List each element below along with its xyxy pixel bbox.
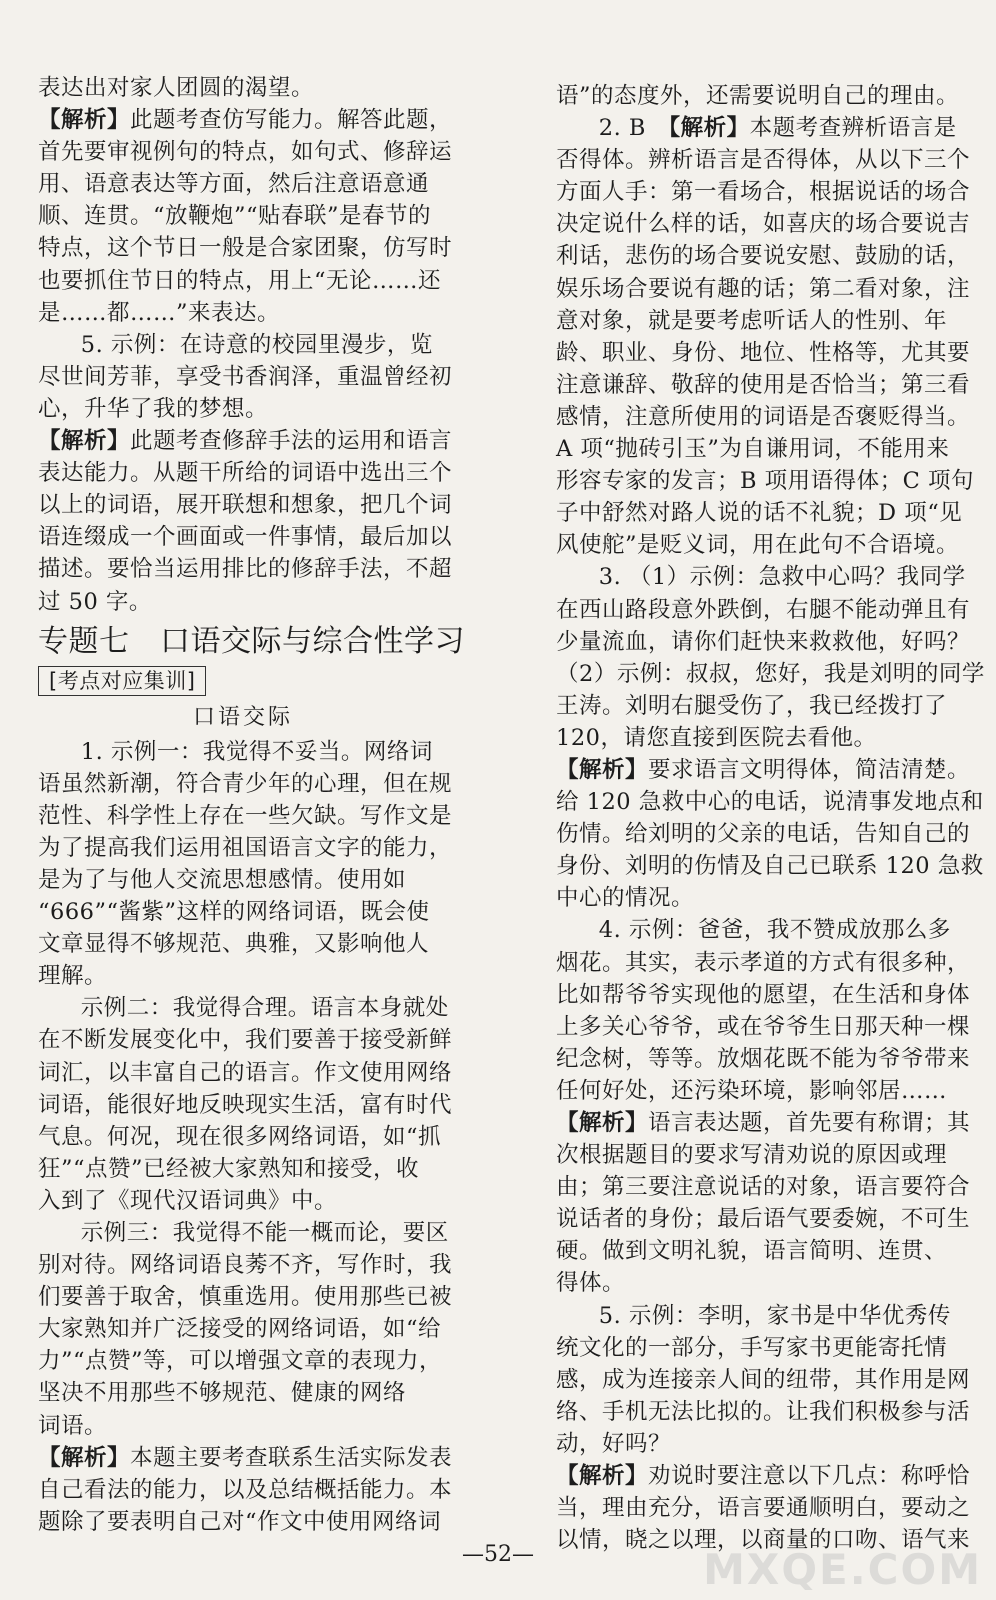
watermark: MXQE.COM (703, 1545, 982, 1594)
line-text: 语言表达题，首先要有称谓；其 (648, 1110, 971, 1136)
text-line (556, 529, 972, 561)
text-line (556, 882, 972, 914)
text-line (38, 1506, 448, 1538)
line-text: 描述。要恰当运用排比的修辞手法，不超 (38, 556, 453, 583)
line-text: 为了提高我们运用祖国语言文字的能力， (38, 834, 453, 861)
text-line (38, 521, 453, 553)
text-line (556, 497, 972, 529)
text-line (38, 72, 448, 104)
center-title: 口语交际 (192, 704, 293, 730)
line-text: 身份、刘明的伤情及自己已联系 120 急救 (556, 853, 984, 880)
text-line (556, 240, 972, 272)
text-line (556, 208, 972, 240)
text-line (556, 1139, 972, 1171)
line-text: 给 120 急救中心的电话，说清事发地点和 (556, 789, 984, 816)
right-column (556, 80, 985, 1556)
page-number: —52— (462, 1542, 534, 1567)
text-line (556, 594, 972, 626)
line-text: 络、手机无法比拟的。让我们积极参与活 (556, 1398, 971, 1425)
line-text: 风使舵”是贬义词，用在此句不合语境。 (556, 532, 960, 559)
line-text: 是为了与他人交流思想感情。使用如 (38, 866, 407, 893)
line-text: 硬。做到文明礼貌，语言简明、连贯、 (556, 1238, 948, 1265)
text-line (556, 626, 972, 658)
line-text: 王涛。刘明右腿受伤了，我已经拨打了 (556, 692, 948, 719)
text-line (38, 200, 448, 232)
line-text: 理解。 (38, 963, 108, 990)
text-line (38, 329, 448, 361)
text-line (556, 401, 972, 433)
line-text: 否得体。辨析语言是否得体，从以下三个 (556, 147, 971, 174)
line-text: 说话者的身份；最后语气要委婉，不可生 (556, 1206, 971, 1233)
text-line (556, 433, 972, 465)
text-line (38, 768, 453, 800)
text-line (556, 786, 984, 818)
line-text: 少量流血，请你们赶快来救救他，好吗？ (556, 628, 971, 655)
line-text: 要求语言文明得体，简洁清楚。 (648, 756, 971, 783)
text-line (556, 1075, 972, 1107)
line-text: 中心的情况。 (556, 885, 695, 912)
line-text: 词语，能很好地反映现实生活，富有时代 (38, 1091, 453, 1118)
line-text: 示例二：我觉得合理。语言本身就处 (80, 995, 449, 1022)
line-text: 劝说时要注意以下几点：称呼恰 (648, 1463, 971, 1490)
text-line (556, 1460, 972, 1492)
line-text: 120，请您直接到医院去看他。 (556, 724, 877, 751)
text-line (556, 1396, 972, 1428)
line-text: 烟花。其实，表示孝道的方式有很多种， (556, 949, 971, 976)
text-line (38, 297, 448, 329)
line-text: 动，好吗？ (556, 1430, 672, 1457)
line-text: 首先要审视例句的特点，如句式、修辞运 (38, 139, 453, 166)
text-line (556, 561, 972, 593)
text-line (556, 465, 975, 497)
text-line (556, 722, 972, 754)
text-line (556, 273, 972, 305)
line-text: 统文化的一部分，手写家书更能寄托情 (556, 1334, 948, 1361)
text-line (556, 947, 972, 979)
line-text: 表达出对家人团圆的渴望。 (38, 75, 315, 101)
line-text: 顺、连贯。“放鞭炮”“贴春联”是春节的 (38, 203, 432, 230)
left-top-text (38, 72, 453, 618)
line-text: 别对待。网络词语良莠不齐，写作时，我 (38, 1252, 453, 1279)
text-line (38, 1442, 453, 1474)
text-line (38, 1089, 453, 1121)
text-line (38, 736, 448, 768)
text-line (38, 896, 448, 928)
line-text: 次根据题目的要求写清劝说的原因或理 (556, 1142, 948, 1169)
line-text: （2）示例：叔叔，您好，我是刘明的同学 (556, 660, 985, 687)
text-line (38, 489, 453, 521)
text-line (556, 658, 985, 690)
line-text: 形容专家的发言；B 项用语得体；C 项句 (556, 468, 975, 495)
text-line (556, 690, 972, 722)
line-text: 此题考查仿写能力。解答此题， (130, 107, 453, 134)
line-text: 注意谦辞、敬辞的使用是否恰当；第三看 (556, 371, 971, 398)
text-line (556, 1171, 972, 1203)
line-text: 表达能力。从题干所给的词语中选出三个 (38, 460, 453, 487)
text-line (38, 104, 453, 136)
text-line (556, 1300, 972, 1332)
text-line (556, 818, 972, 850)
line-text: 示例三：我觉得不能一概而论，要区 (80, 1220, 449, 1246)
line-text: 本题主要考查联系生活实际发表 (130, 1444, 453, 1471)
line-text: 特点，这个节日一般是合家团聚，仿写时 (38, 235, 453, 262)
line-text: 以上的词语，展开联想和想象，把几个词 (38, 492, 453, 519)
text-line (38, 928, 448, 960)
line-text: 尽世间芳菲，享受书香润泽，重温曾经初 (38, 363, 453, 390)
line-text: 利话，悲伤的场合要说安慰、鼓励的话， (556, 243, 971, 270)
text-line (556, 369, 972, 401)
text-line (38, 586, 448, 618)
text-line (556, 1043, 972, 1075)
text-line (556, 1107, 972, 1139)
text-line (38, 1345, 448, 1377)
text-line (38, 864, 448, 896)
text-line (556, 1203, 972, 1235)
line-text: 上多关心爷爷，或在爷爷生日那天种一棵 (556, 1013, 971, 1040)
text-line (38, 393, 448, 425)
line-text: 范性、科学性上存在一些欠缺。写作文是 (38, 802, 453, 829)
line-text: 比如帮爷爷实现他的愿望，在生活和身体 (556, 981, 971, 1008)
line-text: 在不断发展变化中，我们要善于接受新鲜 (38, 1027, 453, 1054)
line-text: 在西山路段意外跌倒，右腿不能动弹且有 (556, 596, 971, 623)
subheading: [考点对应集训] (38, 666, 206, 696)
analysis-tag: 【解析】 (556, 1463, 649, 1490)
line-text: 用、语意表达等方面，然后注意语意通 (38, 171, 430, 198)
line-text: 语连缀成一个画面或一件事情，最后加以 (38, 524, 453, 551)
text-line (556, 305, 972, 337)
line-text: 也要抓住节日的特点，用上“无论……还 (38, 267, 442, 294)
line-text: A 项“抛砖引玉”为自谦用词，不能用来 (556, 436, 950, 463)
subheading-text: 考点对应集训 (57, 668, 187, 693)
line-text: 3. （1）示例：急救中心吗？我同学 (598, 564, 966, 591)
line-text: 决定说什么样的话，如喜庆的场合要说吉 (556, 211, 971, 238)
left-column (38, 72, 465, 1538)
line-text: 意对象，就是要考虑听话人的性别、年 (556, 307, 948, 334)
line-text: 心，升华了我的梦想。 (38, 395, 269, 422)
text-line (38, 832, 453, 864)
text-line (38, 1313, 448, 1345)
line-text: 由；第三要注意说话的对象，语言要符合 (556, 1174, 971, 1201)
line-text: 们要善于取舍，慎重选用。使用那些已被 (38, 1284, 453, 1311)
text-line (38, 1249, 453, 1281)
line-text: 大家熟知并广泛接受的网络词语，如“给 (38, 1316, 442, 1343)
text-line (38, 1217, 448, 1249)
text-line (38, 425, 453, 457)
text-line (38, 136, 453, 168)
text-line (556, 914, 972, 946)
line-text: 本题考查辨析语言是 (749, 115, 957, 142)
line-text: 以情，晓之以理，以商量的口吻、语气来 (556, 1527, 971, 1554)
line-text: 是……都……”来表达。 (38, 299, 281, 326)
text-line (556, 112, 972, 144)
line-text: 5. 示例：李明，家书是中华优秀传 (598, 1302, 951, 1329)
text-line (38, 1057, 453, 1089)
text-line (38, 960, 448, 992)
text-line (556, 1364, 972, 1396)
text-line (38, 1121, 448, 1153)
line-text: 感情，注意所使用的词语是否褒贬得当。 (556, 403, 971, 430)
analysis-tag: 【解析】 (38, 107, 131, 134)
line-text: 气息。何况，现在很多网络词语，如“抓 (38, 1123, 442, 1150)
analysis-tag: 【解析】 (38, 1444, 131, 1471)
line-text: 5. 示例：在诗意的校园里漫步，览 (80, 331, 433, 358)
text-line (38, 1410, 448, 1442)
text-line (556, 337, 972, 369)
line-text: 狂”“点赞”已经被大家熟知和接受，收 (38, 1155, 420, 1182)
line-text: 娱乐场合要说有趣的话；第二看对象，注 (556, 275, 971, 302)
line-text: 当，理由充分，语言要通顺明白，要动之 (556, 1495, 971, 1522)
text-line (556, 1011, 972, 1043)
analysis-tag: 【解析】 (556, 756, 649, 783)
line-text: 自己看法的能力，以及总结概括能力。本 (38, 1476, 453, 1503)
text-line (556, 1267, 972, 1299)
line-text: 文章显得不够规范、典雅，又影响他人 (38, 931, 430, 958)
text-line (556, 144, 972, 176)
line-text: 得体。 (556, 1270, 626, 1297)
line-text: 方面人手：第一看场合，根据说话的场合 (556, 179, 971, 206)
line-text: 4. 示例：爸爸，我不赞成放那么多 (598, 917, 951, 944)
text-line (556, 176, 972, 208)
line-text: 任何好处，还污染环境，影响邻居…… (556, 1077, 948, 1104)
text-line (556, 1332, 972, 1364)
section-heading: 专题七 口语交际与综合性学习 (38, 623, 465, 659)
line-text: 词语。 (38, 1412, 108, 1439)
analysis-tag: 【解析】 (668, 115, 750, 142)
line-text: 语虽然新潮，符合青少年的心理，但在规 (38, 770, 453, 797)
line-text: 伤情。给刘明的父亲的电话，告知自己的 (556, 821, 971, 848)
text-line (556, 1492, 972, 1524)
text-line (38, 1474, 453, 1506)
line-text: 2. B (598, 115, 669, 142)
text-line (556, 754, 972, 786)
text-line (556, 80, 972, 112)
line-text: 入到了《现代汉语词典》中。 (38, 1187, 338, 1214)
text-line (38, 800, 453, 832)
text-line (38, 457, 453, 489)
text-line (38, 1153, 448, 1185)
text-line (38, 1281, 453, 1313)
text-line (556, 979, 972, 1011)
right-text (556, 80, 985, 1556)
line-text: 词汇，以丰富自己的语言。作文使用网络 (38, 1059, 453, 1086)
line-text: 此题考查修辞手法的运用和语言 (130, 428, 453, 455)
text-line (38, 232, 453, 264)
text-line (38, 1185, 448, 1217)
line-text: 1. 示例一：我觉得不妥当。网络词 (80, 738, 433, 765)
line-text: 语”的态度外，还需要说明自己的理由。 (556, 83, 960, 109)
line-text: 力”“点赞”等，可以增强文章的表现力， (38, 1348, 443, 1375)
text-line (556, 1428, 972, 1460)
line-text: 子中舒然对路人说的话不礼貌；D 项“见 (556, 500, 963, 527)
line-text: 过 50 字。 (38, 588, 152, 615)
text-line (38, 553, 453, 585)
text-line (38, 265, 448, 297)
left-bottom-text (38, 736, 453, 1538)
line-text: 纪念树，等等。放烟花既不能为爷爷带来 (556, 1045, 971, 1072)
text-line (556, 1235, 972, 1267)
analysis-tag: 【解析】 (38, 428, 131, 455)
text-line (38, 1024, 453, 1056)
line-text: 龄、职业、身份、地位、性格等，尤其要 (556, 339, 971, 366)
line-text: 坚决不用那些不够规范、健康的网络 (38, 1380, 407, 1407)
analysis-tag: 【解析】 (556, 1110, 649, 1136)
line-text: 题除了要表明自己对“作文中使用网络词 (38, 1508, 442, 1535)
text-line (38, 361, 453, 393)
text-line (38, 1377, 448, 1409)
text-line (38, 992, 448, 1024)
line-text: 感，成为连接亲人间的纽带，其作用是网 (556, 1366, 971, 1393)
text-line (38, 168, 448, 200)
text-line (556, 850, 984, 882)
line-text: “666”“酱紫”这样的网络词语，既会使 (38, 899, 430, 926)
